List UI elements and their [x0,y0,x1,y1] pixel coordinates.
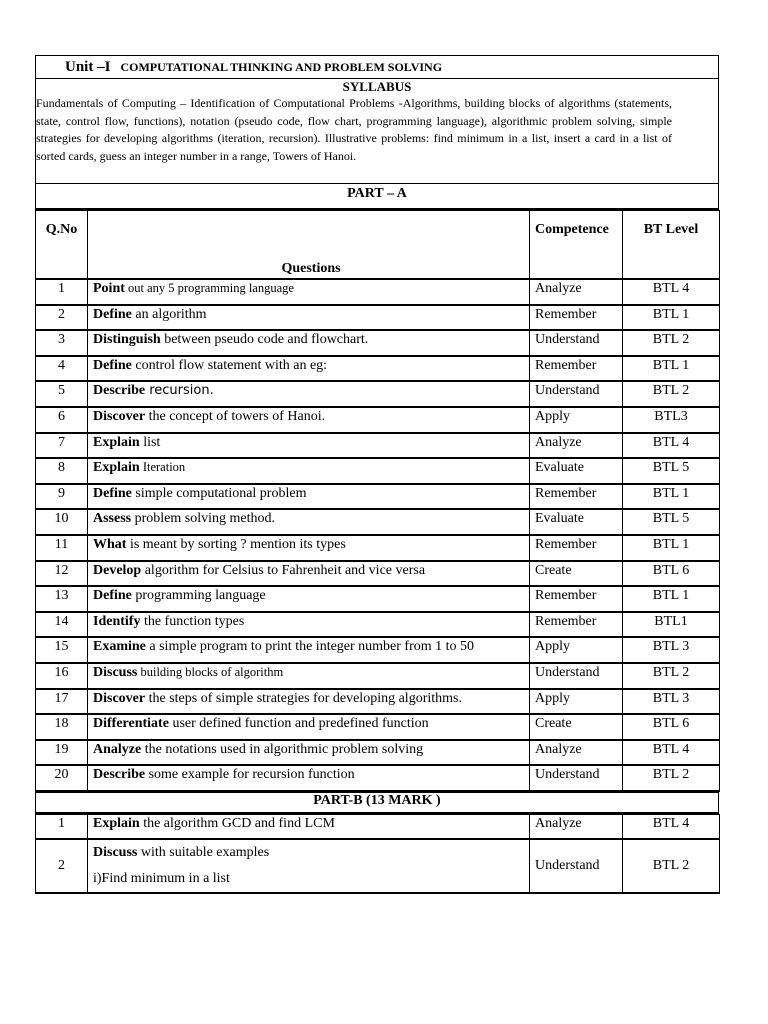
question-text [88,663,530,689]
table-row [36,381,720,407]
question-number: 2 [36,305,88,331]
competence: Understand [530,663,623,689]
question-number: 15 [36,637,88,663]
bt-level: BTL 6 [623,561,720,587]
question-verb: Define [93,588,132,604]
question-number: 9 [36,484,88,510]
col-header-bt-level: BT Level [623,211,720,280]
question-verb: Develop [93,562,142,578]
part-b-title: PART-B (13 MARK ) [35,792,719,814]
bt-level: BTL 2 [623,381,720,407]
question-text [88,689,530,715]
question-text [88,330,530,356]
question-verb: Describe [93,767,146,783]
competence: Apply [530,689,623,715]
question-rest: some example for recursion function [145,767,355,783]
question-number: 16 [36,663,88,689]
question-rest: between pseudo code and flowchart. [160,332,369,348]
question-number: 1 [36,279,88,305]
question-text [88,509,530,535]
question-number: 5 [36,381,88,407]
question-text [88,433,530,459]
bt-level: BTL 1 [623,356,720,382]
question-verb: What [93,536,127,552]
question-rest: the algorithm GCD and find LCM [139,815,335,831]
competence: Understand [530,839,623,893]
competence: Remember [530,305,623,331]
competence: Understand [530,381,623,407]
question-verb: Discover [93,408,146,424]
question-verb: Define [93,485,132,501]
question-number: 18 [36,714,88,740]
table-row [36,689,720,715]
question-text [88,814,530,839]
question-number: 7 [36,433,88,459]
part-a-table [35,210,720,792]
competence: Understand [530,330,623,356]
question-verb: Explain [93,460,140,476]
question-text [88,381,530,407]
unit-title: COMPUTATIONAL THINKING AND PROBLEM SOLVING [120,60,443,74]
question-rest: the notations used in algorithmic problem solving [141,741,424,757]
question-rest: Iteration [139,460,186,475]
question-verb: Assess [93,511,132,527]
col-header-qno: Q.No [36,211,88,280]
question-rest: control flow statement with an eg: [131,357,328,373]
table-row [36,356,720,382]
bt-level: BTL 2 [623,839,720,893]
question-rest: programming language [131,588,266,604]
question-text [88,561,530,587]
competence: Analyze [530,740,623,766]
bt-level: BTL1 [623,612,720,638]
question-text [88,740,530,766]
question-rest: list [139,434,161,450]
table-row [36,535,720,561]
table-row [36,586,720,612]
question-verb: Point [93,281,125,296]
question-text [88,586,530,612]
question-rest: algorithm for Celsius to Fahrenheit and vice versa [141,562,426,578]
competence: Apply [530,637,623,663]
question-number: 2 [36,839,88,893]
question-rest: the steps of simple strategies for developing algorithms. [145,690,462,706]
question-number: 3 [36,330,88,356]
bt-level: BTL 4 [623,279,720,305]
question-rest: a simple program to print the integer number from 1 to 50 [145,639,475,655]
question-rest: out any 5 programming language [124,281,294,295]
competence: Analyze [530,433,623,459]
bt-level: BTL 1 [623,305,720,331]
question-rest: simple computational problem [131,485,307,501]
question-rest: an algorithm [131,306,207,322]
col-header-questions: Questions [88,211,530,280]
question-text [88,714,530,740]
competence: Understand [530,765,623,791]
bt-level: BTL 4 [623,814,720,839]
question-number: 20 [36,765,88,791]
question-text [88,305,530,331]
question-text [88,535,530,561]
question-rest: recursion. [145,383,214,399]
bt-level: BTL3 [623,407,720,433]
question-number: 17 [36,689,88,715]
question-number: 14 [36,612,88,638]
question-number: 8 [36,458,88,484]
question-verb: Discover [93,690,146,706]
question-verb: Distinguish [93,332,161,348]
question-verb: Define [93,306,132,322]
competence: Analyze [530,814,623,839]
table-row [36,561,720,587]
bt-level: BTL 1 [623,586,720,612]
question-rest: the function types [140,613,245,629]
question-subpart: i)Find minimum in a list [93,871,230,887]
bt-level: BTL 2 [623,663,720,689]
table-row [36,839,720,893]
competence: Apply [530,407,623,433]
bt-level: BTL 3 [623,637,720,663]
bt-level: BTL 1 [623,535,720,561]
table-row [36,509,720,535]
table-row [36,814,720,839]
question-rest: user defined function and predefined function [168,716,429,732]
question-verb: Explain [93,815,140,831]
question-verb: Discuss [93,845,138,861]
table-row [36,305,720,331]
bt-level: BTL 3 [623,689,720,715]
question-rest: the concept of towers of Hanoi. [145,408,326,424]
bt-level: BTL 5 [623,509,720,535]
question-number: 4 [36,356,88,382]
question-number: 11 [36,535,88,561]
part-a-title: PART – A [36,184,718,210]
competence: Create [530,561,623,587]
competence: Remember [530,612,623,638]
bt-level: BTL 4 [623,433,720,459]
table-row [36,740,720,766]
table-row [36,637,720,663]
question-text [88,839,530,893]
bt-level: BTL 2 [623,765,720,791]
table-row [36,714,720,740]
bt-level: BTL 6 [623,714,720,740]
competence: Remember [530,586,623,612]
question-text [88,458,530,484]
question-verb: Explain [93,434,140,450]
unit-heading [36,56,718,79]
part-b-table [35,814,720,895]
competence: Remember [530,535,623,561]
question-verb: Identify [93,613,141,629]
question-text [88,407,530,433]
table-row [36,612,720,638]
question-number: 19 [36,740,88,766]
question-text [88,356,530,382]
question-text [88,765,530,791]
col-header-competence: Competence [530,211,623,280]
competence: Create [530,714,623,740]
table-row [36,330,720,356]
question-number: 13 [36,586,88,612]
question-verb: Describe [93,383,146,399]
table-header-row [36,211,720,280]
competence: Evaluate [530,458,623,484]
question-verb: Analyze [93,741,142,757]
unit-label: Unit –I [65,59,111,75]
table-row [36,765,720,791]
table-row [36,433,720,459]
question-text [88,637,530,663]
question-number: 12 [36,561,88,587]
question-rest: with suitable examples [137,845,270,861]
question-text [88,612,530,638]
question-text [88,279,530,305]
question-text [88,484,530,510]
table-row [36,279,720,305]
table-row [36,458,720,484]
competence: Evaluate [530,509,623,535]
question-rest: problem solving method. [131,511,276,527]
table-row [36,663,720,689]
question-number: 6 [36,407,88,433]
question-number: 10 [36,509,88,535]
question-verb: Discuss [93,664,138,680]
syllabus-title: SYLLABUS [342,79,412,94]
question-rest: is meant by sorting ? mention its types [126,536,346,552]
question-verb: Define [93,357,132,373]
competence: Analyze [530,279,623,305]
bt-level: BTL 2 [623,330,720,356]
bt-level: BTL 4 [623,740,720,766]
bt-level: BTL 5 [623,458,720,484]
question-verb: Examine [93,639,146,655]
syllabus-box [35,55,719,210]
bt-level: BTL 1 [623,484,720,510]
question-rest: building blocks of algorithm [137,664,284,679]
question-bank-document [35,55,719,894]
table-row [36,484,720,510]
competence: Remember [530,484,623,510]
question-verb: Differentiate [93,716,169,732]
question-number: 1 [36,814,88,839]
competence: Remember [530,356,623,382]
syllabus-text: Fundamentals of Computing – Identification of Computational Problems -Algorithms, building blocks of algorithms (statements, state, control flow, functions), notation (pseudo code, flow chart, programming language), algorithmic problem solving, simple strategies for developing algorithms (iteration, recursion). Illustrative problems: find minimum in a list, insert a card in a list of sorted cards, guess an integer number in a range, Towers of Hanoi. [36,95,718,184]
table-row [36,407,720,433]
